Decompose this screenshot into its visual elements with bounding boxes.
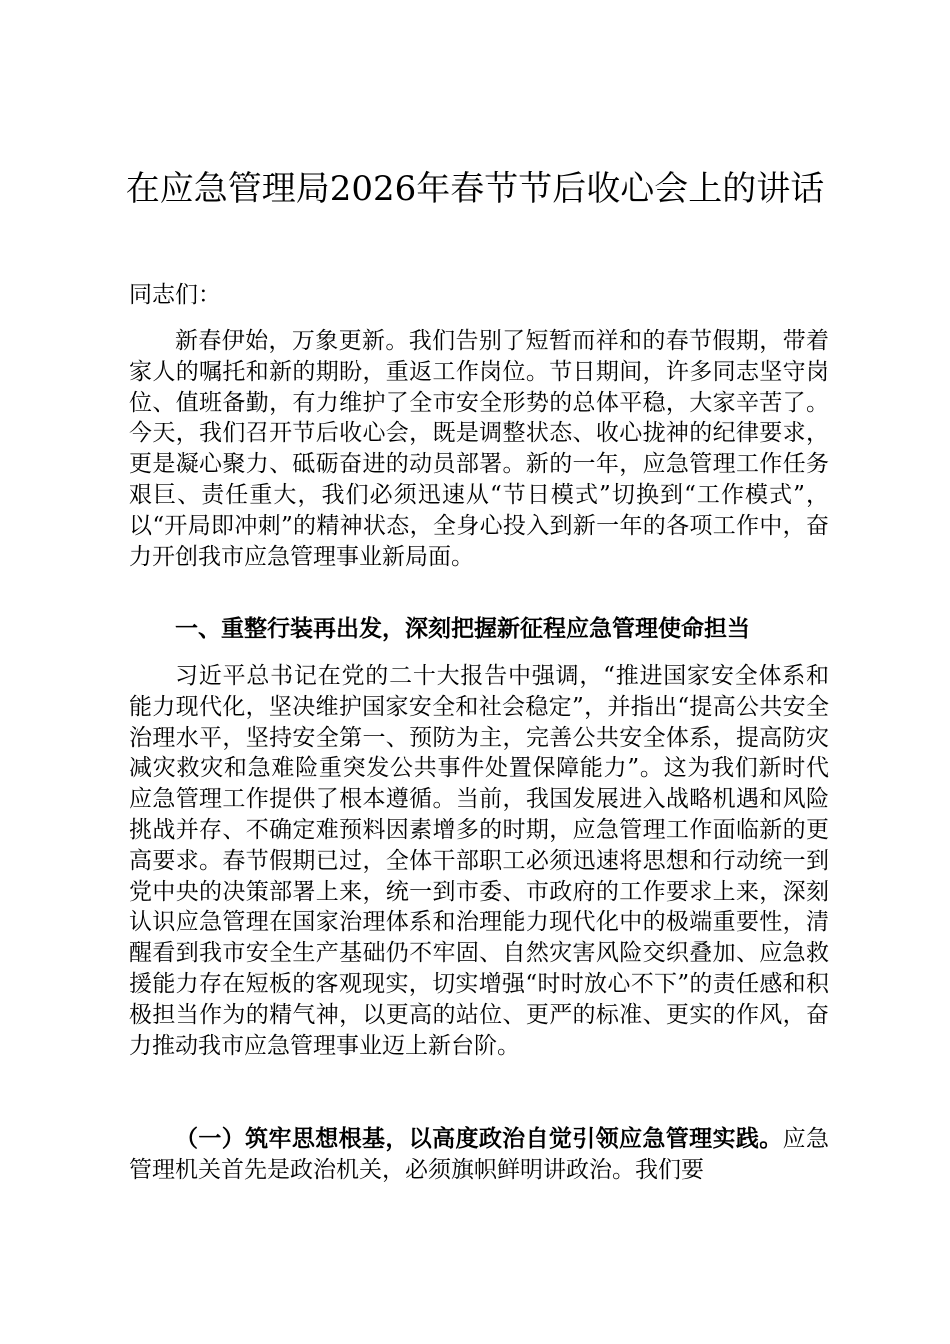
intro-paragraph: 新春伊始，万象更新。我们告别了短暂而祥和的春节假期，带着家人的嘱托和新的期盼，重返工作岗位。节日期间，许多同志坚守岗位、值班备勤，有力维护了全市安全形势的总体平稳，大家辛苦了。今天，我们召开节后收心会，既是调整状态、收心拢神的纪律要求，更是凝心聚力、砥砺奋进的动员部署。新的一年，应急管理工作任务艰巨、责任重大，我们必须迅速从“节日模式”切换到“工作模式”，以“开局即冲刺”的精神状态，全身心投入到新一年的各项工作中，奋力开创我市应急管理事业新局面。 bbox=[129, 328, 829, 570]
subsection-1-body: 应急管理机关首先是政治机关，必须旗帜鲜明讲政治。我们要 bbox=[129, 1126, 830, 1183]
salutation: 同志们： bbox=[129, 282, 221, 308]
subsection-1-paragraph bbox=[129, 1124, 829, 1186]
section-1-paragraph: 习近平总书记在党的二十大报告中强调，“推进国家安全体系和能力现代化，坚决维护国家安全和社会稳定”，并指出“提高公共安全治理水平，坚持安全第一、预防为主，完善公共安全体系，提高防灾减灾救灾和急难险重突发公共事件处置保障能力”。这为我们新时代应急管理工作提供了根本遵循。当前，我国发展进入战略机遇和风险挑战并存、不确定难预料因素增多的时期，应急管理工作面临新的更高要求。春节假期已过，全体干部职工必须迅速将思想和行动统一到党中央的决策部署上来，统一到市委、市政府的工作要求上来，深刻认识应急管理在国家治理体系和治理能力现代化中的极端重要性，清醒看到我市安全生产基础仍不牢固、自然灾害风险交织叠加、应急救援能力存在短板的客观现实，切实增强“时时放心不下”的责任感和积极担当作为的精气神，以更高的站位、更严的标准、更实的作风，奋力推动我市应急管理事业迈上新台阶。 bbox=[129, 663, 829, 1059]
document-title: 在应急管理局2026年春节节后收心会上的讲话 bbox=[125, 169, 825, 209]
section-heading-1: 一、重整行装再出发，深刻把握新征程应急管理使命担当 bbox=[175, 615, 750, 642]
subsection-1-lead: （一）筑牢思想根基，以高度政治自觉引领应急管理实践。 bbox=[175, 1125, 783, 1152]
